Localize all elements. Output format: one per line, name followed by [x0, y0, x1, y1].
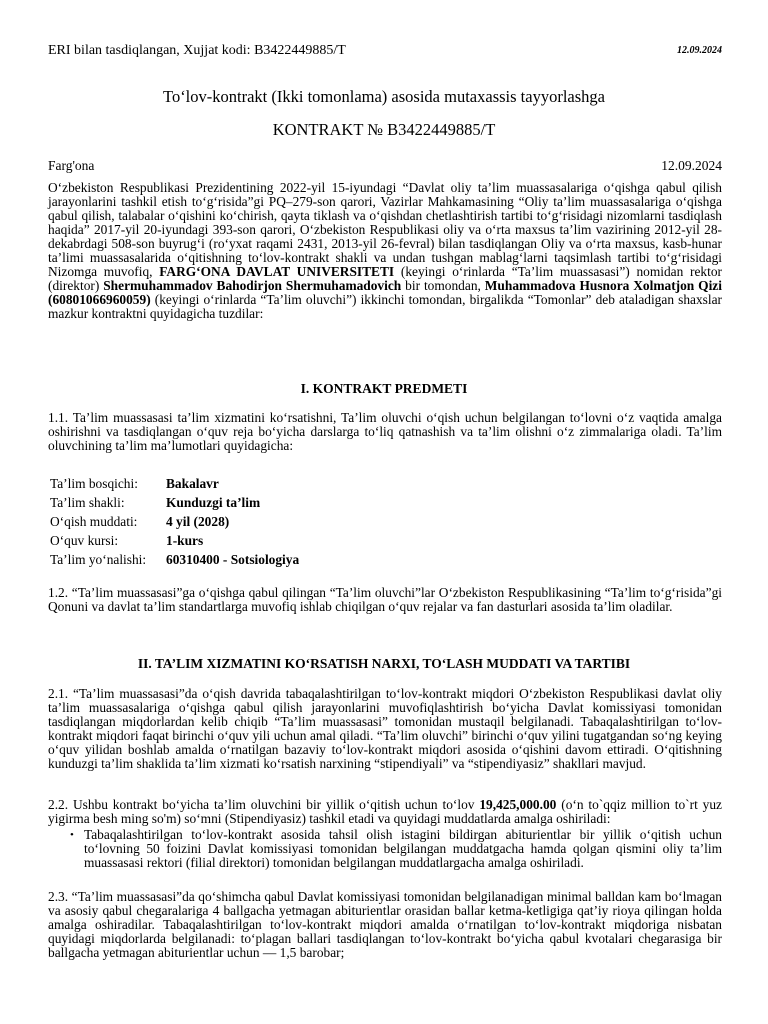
- clause-1-2: 1.2. “Ta’lim muassasasi”ga o‘qishga qabul qilingan “Ta’lim oluvchi”lar O‘zbekiston Respublikasining “Ta’lim to‘g‘risida”gi Qonuni va davlat ta’lim standartlarga muvofiq ishlab chiqilgan o‘quv rejalar va fan dasturlari asosida ta’lim oladilar.: [48, 585, 722, 614]
- bullet-icon: •: [70, 829, 74, 841]
- clause-2-1: 2.1. “Ta’lim muassasasi”da o‘qish davrida tabaqalashtirilgan to‘lov-kontrakt miqdori O‘zbekiston Respublikasi davlat oliy ta’lim muassasalariga o‘qishga qabul qilish jarayonlarini muvofiqlashtirish bo‘yicha Davlat komissiyasi tomonidan tasdiqlangan miqdorlardan kelib chiqib “Ta’lim muassasasi” tomonidan mustaqil belgilanadi. Tabaqalashtirilgan to‘lov-kontrakt miqdori faqat birinchi o‘quv yili uchun amal qiladi. “Ta’lim oluvchi” birinchi o‘quv yilini tugatgandan so‘ng keying o‘quv yilidan boshlab amalda o‘rnatilgan bazaviy to‘lov-kontrakt miqdori asosida o‘qishini davom ettiradi. O‘qitishning kunduzgi ta’lim shaklida ta’lim xizmati ko‘rsatish narxining “stipendiyali” va “stipendiyasiz” shakllari mavjud.: [48, 686, 722, 771]
- row-value: 1-kurs: [166, 532, 204, 548]
- contract-number: KONTRAKT № B3422449885/T: [272, 120, 496, 139]
- contract-date: 12.09.2024: [661, 158, 722, 173]
- row-label: Ta’lim yo‘nalishi:: [50, 551, 147, 567]
- intro-text: O‘zbekiston Respublikasi Prezidentining 2022-yil 15-iyundagi “Davlat oliy ta’lim muassasalariga o‘qishga qabul qilish jarayonlarini tashkil etish to‘g‘risida”gi PQ–279-son qarori, Vazirlar Mahkamasining “Oliy ta’lim muassasalariga o‘qishga qabul qilish, talabalar o‘qishini ko‘chirish, qayta tiklash va o‘qishdan chetlashtirish tartibi to‘g‘risidagi nizomlarni tasdiqlash haqida” 2017-yil 20-iyundagi 393-son qarori, O‘zbekiston Respublikasi oliy va o‘rta maxsus ta’lim vazirining 2012-yil 28-dekabrdagi 508-son buyrug‘i (ro‘yxat raqami 2431, 2013-yil 26-fevral) bilan tasdiqlangan Oliy va o‘rta maxsus, kasb-hunar ta’limi muassasalarida o‘qitishning to‘lov-kontrakt shakli va undan tushgan mablag‘larni taqsimlash tartibi to‘g‘risidagi Nizomga muvofiq,: [48, 180, 722, 279]
- table-row: [46, 493, 303, 512]
- section-1-title: I. KONTRAKT PREDMETI: [300, 381, 468, 396]
- clause-2-3: 2.3. “Ta’lim muassasasi”da qo‘shimcha qabul Davlat komissiyasi tomonidan belgilanadigan minimal balldan kam bo‘lmagan va asosiy qabul chegaralariga 4 ballgacha yetmagan abiturientlar orasidan ballar ketma-ketligiga qat’iy rioya qilingan holda amalga oshiradilar. Tabaqalashtirilgan to‘lov-kontrakt miqdori amalda o‘rnatilgan to‘lov-kontrakt miqdoriga nisbatan quyidagi miqdorlarda belgilanadi: to‘plagan ballari tasdiqlangan to‘lov-kontrakt bo‘yicha qabul kvotalari chegarasiga bir ballgacha yetmagan abiturientlar uchun — 1,5 barobar;: [48, 889, 722, 960]
- intro-text-2: (keyingi o‘rinlarda “Ta’lim muassasasi”) nomidan rektor (direktor): [48, 264, 722, 293]
- rector-name: Shermuhammadov Bahodirjon Shermuhamadovich: [103, 278, 402, 293]
- table-row: [46, 512, 303, 531]
- student-name: Muhammadova Husnora Xolmatjon Qizi (60801066960059): [48, 278, 722, 307]
- header-verification-code: ERI bilan tasdiqlangan, Xujjat kodi: B3422449885/T: [48, 43, 346, 58]
- section-2-title: II. TA’LIM XIZMATINI KO‘RSATISH NARXI, TO‘LASH MUDDATI VA TARTIBI: [137, 656, 631, 671]
- table-row: [46, 550, 303, 569]
- clause-2-2-text: 2.2. Ushbu kontrakt bo‘yicha ta’lim oluvchini bir yillik o‘qitish uchun to‘lov: [48, 797, 475, 812]
- row-value: 4 yil (2028): [166, 513, 230, 529]
- bullet-item: Tabaqalashtirilgan to‘lov-kontrakt asosida tahsil olish istagini bildirgan abiturientlar bir yillik o‘qitish uchun to‘lovning 50 foizini Davlat komissiyasi tomonidan belgilangan muddatgacha hamda qolgan qismini oliy ta’lim muassasasi rektori (filial direktori) tomonidan belgilangan muddatlargacha amalga oshiriladi.: [84, 827, 722, 870]
- row-value: 60310400 - Sotsiologiya: [166, 551, 300, 567]
- contract-amount: 19,425,000.00: [479, 797, 557, 812]
- intro-text-3: bir tomondan,: [405, 278, 481, 293]
- intro-text-4: (keyingi o‘rinlarda “Ta’lim oluvchi”) ikkinchi tomondan, birgalikda “Tomonlar” deb ataladigan shaxslar mazkur kontraktni quyidagicha tuzdilar:: [48, 292, 722, 321]
- header-date: 12.09.2024: [677, 45, 722, 56]
- intro-paragraph: [48, 181, 722, 321]
- row-value: Bakalavr: [166, 475, 219, 491]
- row-label: Ta’lim bosqichi:: [50, 475, 138, 491]
- clause-2-2: [48, 798, 722, 826]
- row-label: Ta’lim shakli:: [50, 494, 125, 510]
- row-value: Kunduzgi ta’lim: [166, 494, 261, 510]
- table-row: [46, 531, 303, 550]
- table-row: [46, 474, 303, 493]
- city: Farg'ona: [48, 158, 95, 173]
- university-name: FARG‘ONA DAVLAT UNIVERSITETI: [159, 264, 395, 279]
- education-info-table: [46, 474, 303, 569]
- clause-2-2-text-2: (o‘n to`qqiz million to`rt yuz yigirma besh ming so'm) so‘mni (Stipendiyasiz) tashkil etadi va quyidagi muddatlarda amalga oshiriladi:: [48, 797, 722, 826]
- clause-1-1: 1.1. Ta’lim muassasasi ta’lim xizmatini ko‘rsatishni, Ta’lim oluvchi o‘qish uchun belgilangan to‘lovni o‘z vaqtida amalga oshirishni va tasdiqlangan o‘quv reja bo‘yicha darslarga to‘liq qatnashish va ta’lim olishni o‘z zimmalariga oladi. Ta’lim oluvchining ta’lim ma’lumotlari quyidagicha:: [48, 410, 722, 453]
- document-title: To‘lov-kontrakt (Ikki tomonlama) asosida mutaxassis tayyorlashga: [163, 87, 605, 106]
- row-label: O‘qish muddati:: [50, 513, 138, 529]
- row-label: O‘quv kursi:: [50, 532, 119, 548]
